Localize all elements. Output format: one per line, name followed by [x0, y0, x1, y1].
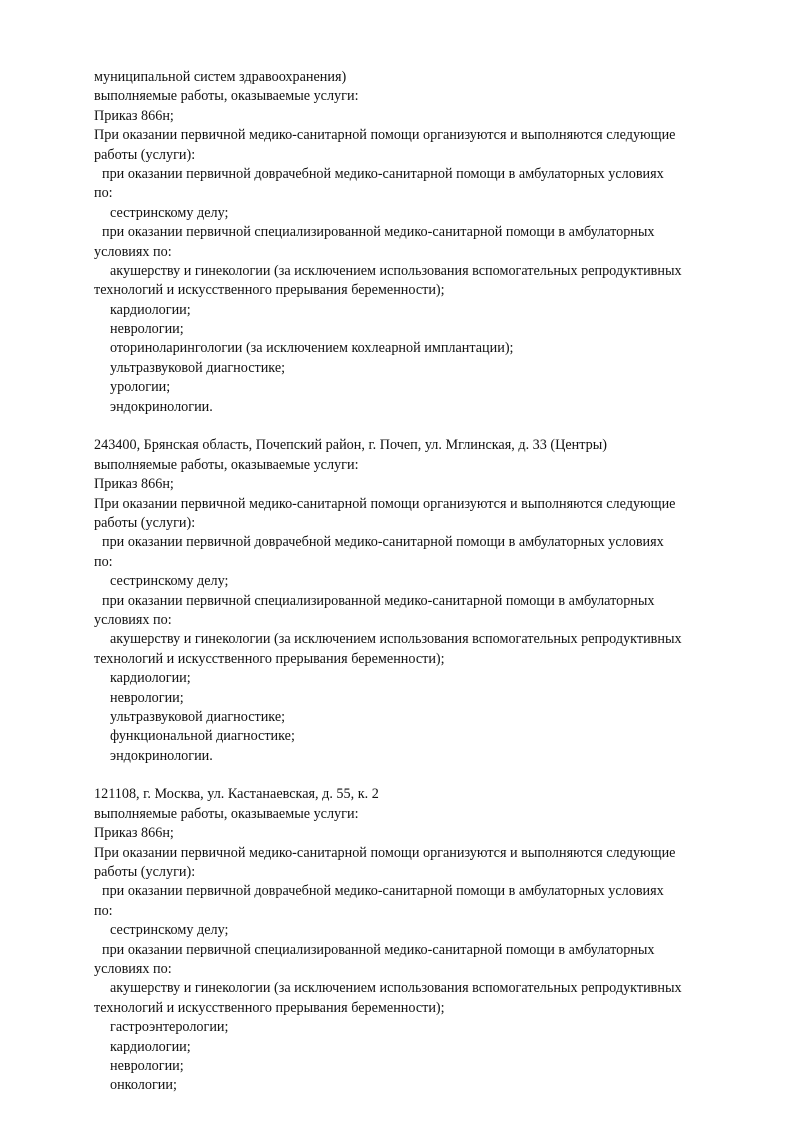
text-line: неврологии; — [110, 1057, 184, 1074]
text-line: по: — [94, 902, 113, 919]
text-line: урологии; — [110, 379, 171, 396]
text-line: акушерству и гинекологии (за исключением использования вспомогательных репродуктивных — [110, 631, 682, 648]
text-line: при оказании первичной специализированной медико-санитарной помощи в амбулаторных — [102, 592, 655, 609]
section-heading-line: муниципальной систем здравоохранения) — [94, 69, 347, 85]
text-line: акушерству и гинекологии (за исключением использования вспомогательных репродуктивных — [110, 980, 682, 997]
text-line: при оказании первичной специализированной медико-санитарной помощи в амбулаторных — [102, 224, 655, 241]
text-line: При оказании первичной медико-санитарной помощи организуются и выполняются следующие — [94, 495, 676, 512]
text-line: эндокринологии. — [110, 747, 213, 764]
text-line: при оказании первичной доврачебной медико-санитарной помощи в амбулаторных условиях — [102, 534, 664, 551]
document-page — [94, 68, 774, 1096]
text-line: кардиологии; — [110, 301, 191, 318]
text-line: технологий и искусственного прерывания беременности); — [94, 999, 445, 1016]
address-section — [94, 785, 774, 1095]
text-line: выполняемые работы, оказываемые услуги: — [94, 456, 359, 473]
text-line: Приказ 866н; — [94, 107, 174, 124]
text-line: При оказании первичной медико-санитарной помощи организуются и выполняются следующие — [94, 127, 676, 144]
text-line: гастроэнтерологии; — [110, 1019, 229, 1036]
text-line: при оказании первичной специализированной медико-санитарной помощи в амбулаторных — [102, 941, 655, 958]
address-section — [94, 436, 774, 766]
text-line: выполняемые работы, оказываемые услуги: — [94, 805, 359, 822]
address-section — [94, 68, 774, 417]
text-line: работы (услуги): — [94, 514, 196, 531]
text-line: технологий и искусственного прерывания беременности); — [94, 650, 445, 667]
text-line: по: — [94, 185, 113, 202]
text-line: ультразвуковой диагностике; — [110, 708, 286, 725]
text-line: работы (услуги): — [94, 146, 196, 163]
text-line: ультразвуковой диагностике; — [110, 359, 286, 376]
text-line: неврологии; — [110, 689, 184, 706]
text-line: При оказании первичной медико-санитарной помощи организуются и выполняются следующие — [94, 844, 676, 861]
text-line: кардиологии; — [110, 670, 191, 687]
text-line: при оказании первичной доврачебной медико-санитарной помощи в амбулаторных условиях — [102, 165, 664, 182]
text-line: при оказании первичной доврачебной медико-санитарной помощи в амбулаторных условиях — [102, 883, 664, 900]
text-line: акушерству и гинекологии (за исключением использования вспомогательных репродуктивных — [110, 262, 682, 279]
text-line: онкологии; — [110, 1077, 177, 1094]
text-line: Приказ 866н; — [94, 825, 174, 842]
text-line: сестринскому делу; — [110, 573, 229, 590]
section-heading-line: 243400, Брянская область, Почепский район, г. Почеп, ул. Мглинская, д. 33 (Центры) — [94, 437, 607, 454]
text-line: технологий и искусственного прерывания беременности); — [94, 282, 445, 299]
text-line: условиях по: — [94, 960, 172, 977]
paragraph-gap — [94, 766, 774, 785]
text-line: условиях по: — [94, 243, 172, 260]
text-line: выполняемые работы, оказываемые услуги: — [94, 88, 359, 105]
paragraph-gap — [94, 417, 774, 436]
section-heading-line: 121108, г. Москва, ул. Кастанаевская, д. 55, к. 2 — [94, 786, 379, 803]
text-line: эндокринологии. — [110, 398, 213, 415]
text-line: оториноларингологии (за исключением кохлеарной имплантации); — [110, 340, 514, 357]
text-line: кардиологии; — [110, 1038, 191, 1055]
text-line: условиях по: — [94, 611, 172, 628]
text-line: функциональной диагностике; — [110, 728, 295, 745]
text-line: сестринскому делу; — [110, 922, 229, 939]
text-line: работы (услуги): — [94, 864, 196, 881]
text-line: по: — [94, 553, 113, 570]
text-line: Приказ 866н; — [94, 476, 174, 493]
text-line: сестринскому делу; — [110, 204, 229, 221]
text-line: неврологии; — [110, 321, 184, 338]
